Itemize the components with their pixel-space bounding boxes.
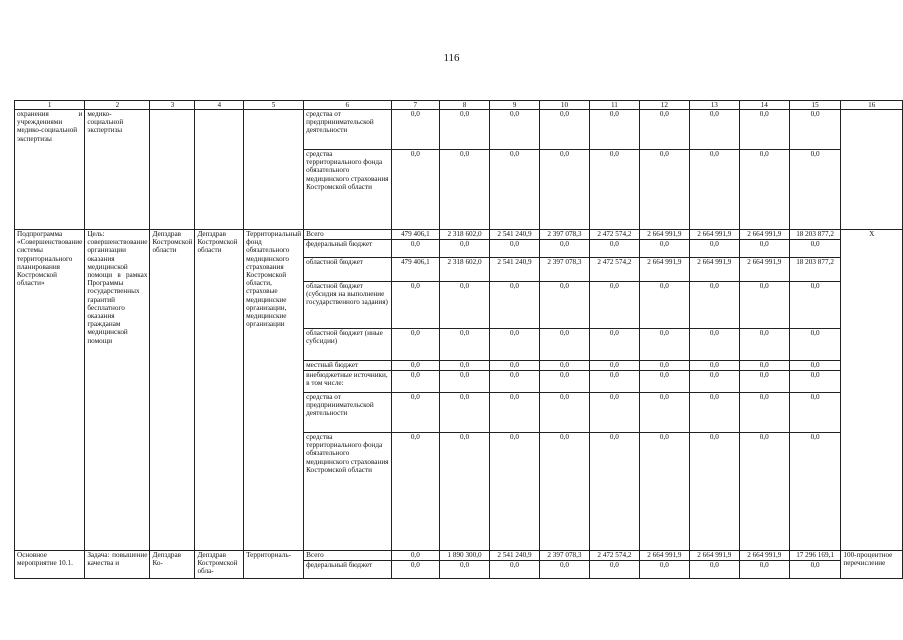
amount-cell: 0,0: [639, 561, 689, 579]
amount-cell: 0,0: [391, 371, 439, 393]
amount-cell: 0,0: [440, 371, 490, 393]
amount-cell: 0,0: [689, 240, 739, 258]
amount-cell: 0,0: [589, 110, 639, 150]
header-cell: 14: [739, 101, 789, 110]
amount-cell: 0,0: [539, 150, 589, 230]
amount-cell: 0,0: [539, 240, 589, 258]
header-cell: 7: [391, 101, 439, 110]
amount-cell: 0,0: [789, 433, 841, 551]
amount-cell: 0,0: [639, 393, 689, 433]
amount-cell: 0,0: [739, 282, 789, 329]
amount-cell: 0,0: [539, 393, 589, 433]
funding-source-cell: Всего: [304, 230, 391, 240]
amount-cell: 0,0: [639, 282, 689, 329]
amount-cell: 18 203 877,2: [789, 230, 841, 240]
header-cell: 1: [15, 101, 85, 110]
amount-cell: 0,0: [589, 240, 639, 258]
amount-cell: 0,0: [391, 551, 439, 561]
amount-cell: 0,0: [689, 371, 739, 393]
amount-cell: 0,0: [789, 150, 841, 230]
amount-cell: 2 472 574,2: [589, 230, 639, 240]
amount-cell: 0,0: [739, 433, 789, 551]
program-name-cell: Подпрограмма «Совершенствование системы территориального планирования Костромской области»: [15, 230, 85, 551]
co-executor-cell: Депздрав Костромской обла-: [195, 551, 244, 579]
amount-cell: 18 203 877,2: [789, 258, 841, 282]
amount-cell: 0,0: [490, 110, 540, 150]
page-number: 116: [443, 52, 460, 64]
funding-source-cell: средства территориального фонда обязательного медицинского страхования Костромской области: [304, 433, 391, 551]
amount-cell: 0,0: [739, 393, 789, 433]
amount-cell: 0,0: [440, 361, 490, 371]
funding-source-cell: средства от предпринимательской деятельности: [304, 393, 391, 433]
funding-source-cell: внебюджетные источники, в том числе:: [304, 371, 391, 393]
amount-cell: 0,0: [789, 361, 841, 371]
program-name-cell: Основное мероприятие 10.1.: [15, 551, 85, 579]
header-cell: 8: [440, 101, 490, 110]
amount-cell: 0,0: [539, 361, 589, 371]
header-cell: 16: [841, 101, 903, 110]
amount-cell: 0,0: [490, 371, 540, 393]
amount-cell: 2 664 991,9: [689, 551, 739, 561]
co-executor-cell: Депздрав Костромской области: [195, 230, 244, 551]
amount-cell: 0,0: [539, 282, 589, 329]
amount-cell: 0,0: [539, 371, 589, 393]
program-name-cell: охранения и учреждениями медико-социальной экспертизы: [15, 110, 85, 230]
executor-cell: Депздрав Костромской области: [150, 230, 195, 551]
amount-cell: 0,0: [440, 240, 490, 258]
amount-cell: 0,0: [391, 329, 439, 361]
amount-cell: 0,0: [739, 371, 789, 393]
amount-cell: 0,0: [490, 361, 540, 371]
amount-cell: 0,0: [789, 561, 841, 579]
amount-cell: 17 296 169,1: [789, 551, 841, 561]
header-row: [15, 101, 903, 110]
amount-cell: 0,0: [589, 561, 639, 579]
amount-cell: 0,0: [789, 282, 841, 329]
amount-cell: 0,0: [490, 329, 540, 361]
funding-source-cell: областной бюджет: [304, 258, 391, 282]
funding-source-cell: областной бюджет (иные субсидии): [304, 329, 391, 361]
amount-cell: 0,0: [490, 561, 540, 579]
header-cell: 12: [639, 101, 689, 110]
amount-cell: 2 664 991,9: [639, 258, 689, 282]
funding-source-cell: областной бюджет (субсидия на выполнение государственного задания): [304, 282, 391, 329]
amount-cell: 0,0: [440, 433, 490, 551]
header-cell: 9: [490, 101, 540, 110]
amount-cell: 0,0: [490, 240, 540, 258]
amount-cell: 0,0: [739, 110, 789, 150]
funding-source-cell: средства от предпринимательской деятельности: [304, 110, 391, 150]
amount-cell: 2 541 240,9: [490, 551, 540, 561]
amount-cell: 0,0: [689, 561, 739, 579]
amount-cell: 0,0: [639, 433, 689, 551]
amount-cell: 0,0: [739, 361, 789, 371]
amount-cell: 0,0: [589, 371, 639, 393]
amount-cell: 0,0: [789, 240, 841, 258]
header-cell: 11: [589, 101, 639, 110]
amount-cell: 2 397 078,3: [539, 551, 589, 561]
funding-source-cell: федеральный бюджет: [304, 240, 391, 258]
amount-cell: 0,0: [789, 329, 841, 361]
amount-cell: 0,0: [391, 110, 439, 150]
amount-cell: 2 472 574,2: [589, 551, 639, 561]
amount-cell: 0,0: [440, 561, 490, 579]
amount-cell: 0,0: [739, 150, 789, 230]
amount-cell: 0,0: [589, 393, 639, 433]
amount-cell: 2 664 991,9: [689, 230, 739, 240]
amount-cell: 0,0: [490, 433, 540, 551]
amount-cell: 0,0: [689, 329, 739, 361]
amount-cell: 2 541 240,9: [490, 230, 540, 240]
amount-cell: 1 890 300,0: [440, 551, 490, 561]
header-cell: 15: [789, 101, 841, 110]
goal-cell: Задача: повышение качества и: [85, 551, 150, 579]
participant-cell: Территориаль-: [244, 551, 304, 579]
amount-cell: 2 664 991,9: [639, 551, 689, 561]
result-cell: [841, 110, 903, 230]
amount-cell: 0,0: [789, 110, 841, 150]
table-row: [15, 551, 903, 561]
amount-cell: 2 472 574,2: [589, 258, 639, 282]
amount-cell: 2 318 602,0: [440, 230, 490, 240]
amount-cell: 0,0: [440, 329, 490, 361]
funding-source-cell: средства территориального фонда обязательного медицинского страхования Костромской области: [304, 150, 391, 230]
amount-cell: 2 318 602,0: [440, 258, 490, 282]
amount-cell: 0,0: [490, 393, 540, 433]
amount-cell: 2 541 240,9: [490, 258, 540, 282]
table-body: [15, 101, 903, 579]
amount-cell: 0,0: [689, 361, 739, 371]
amount-cell: 0,0: [440, 282, 490, 329]
amount-cell: 0,0: [739, 561, 789, 579]
amount-cell: 2 664 991,9: [739, 551, 789, 561]
amount-cell: 0,0: [391, 361, 439, 371]
header-cell: 2: [85, 101, 150, 110]
funding-source-cell: федеральный бюджет: [304, 561, 391, 579]
amount-cell: 0,0: [539, 433, 589, 551]
amount-cell: 0,0: [391, 433, 439, 551]
amount-cell: 0,0: [639, 150, 689, 230]
amount-cell: 0,0: [789, 393, 841, 433]
executor-cell: Депздрав Ко-: [150, 551, 195, 579]
header-cell: 3: [150, 101, 195, 110]
amount-cell: 0,0: [539, 110, 589, 150]
amount-cell: 0,0: [589, 329, 639, 361]
amount-cell: 0,0: [739, 240, 789, 258]
amount-cell: 0,0: [639, 329, 689, 361]
header-cell: 13: [689, 101, 739, 110]
goal-cell: Цель: совершенствование организации оказания медицинской помощи в рамках Программы государственных гарантий бесплатного оказания гражданам медицинской помощи: [85, 230, 150, 551]
funding-source-cell: местный бюджет: [304, 361, 391, 371]
amount-cell: 0,0: [589, 361, 639, 371]
participant-cell: [244, 110, 304, 230]
amount-cell: 0,0: [391, 561, 439, 579]
amount-cell: 2 397 078,3: [539, 230, 589, 240]
amount-cell: 0,0: [689, 433, 739, 551]
amount-cell: 2 397 078,3: [539, 258, 589, 282]
amount-cell: 0,0: [639, 371, 689, 393]
amount-cell: 0,0: [539, 329, 589, 361]
amount-cell: 2 664 991,9: [739, 230, 789, 240]
amount-cell: 0,0: [589, 150, 639, 230]
amount-cell: 0,0: [391, 393, 439, 433]
amount-cell: 0,0: [391, 282, 439, 329]
amount-cell: 0,0: [639, 110, 689, 150]
funding-source-cell: Всего: [304, 551, 391, 561]
executor-cell: [150, 110, 195, 230]
amount-cell: 0,0: [440, 393, 490, 433]
amount-cell: 2 664 991,9: [689, 258, 739, 282]
amount-cell: 2 664 991,9: [639, 230, 689, 240]
amount-cell: 0,0: [440, 150, 490, 230]
table-row: [15, 230, 903, 240]
participant-cell: Территориальный фонд обязательного медицинского страхования Костромской области, страховые медицинские организации, медицинские организации: [244, 230, 304, 551]
table-row: [15, 110, 903, 150]
result-cell: Х: [841, 230, 903, 551]
amount-cell: 0,0: [789, 371, 841, 393]
amount-cell: 0,0: [639, 240, 689, 258]
amount-cell: 0,0: [689, 110, 739, 150]
amount-cell: 0,0: [391, 150, 439, 230]
amount-cell: 0,0: [539, 561, 589, 579]
amount-cell: 0,0: [739, 329, 789, 361]
amount-cell: 0,0: [589, 433, 639, 551]
header-cell: 5: [244, 101, 304, 110]
header-cell: 4: [195, 101, 244, 110]
amount-cell: 2 664 991,9: [739, 258, 789, 282]
goal-cell: медико-социальной экспертизы: [85, 110, 150, 230]
co-executor-cell: [195, 110, 244, 230]
amount-cell: 0,0: [689, 282, 739, 329]
result-cell: 100-процентное перечисление: [841, 551, 903, 579]
header-cell: 6: [304, 101, 391, 110]
amount-cell: 0,0: [391, 240, 439, 258]
amount-cell: 0,0: [639, 361, 689, 371]
amount-cell: 0,0: [689, 393, 739, 433]
amount-cell: 0,0: [490, 150, 540, 230]
header-cell: 10: [539, 101, 589, 110]
amount-cell: 0,0: [589, 282, 639, 329]
budget-table: [14, 100, 903, 579]
amount-cell: 479 406,1: [391, 230, 439, 240]
amount-cell: 0,0: [440, 110, 490, 150]
amount-cell: 0,0: [490, 282, 540, 329]
amount-cell: 0,0: [689, 150, 739, 230]
amount-cell: 479 406,1: [391, 258, 439, 282]
